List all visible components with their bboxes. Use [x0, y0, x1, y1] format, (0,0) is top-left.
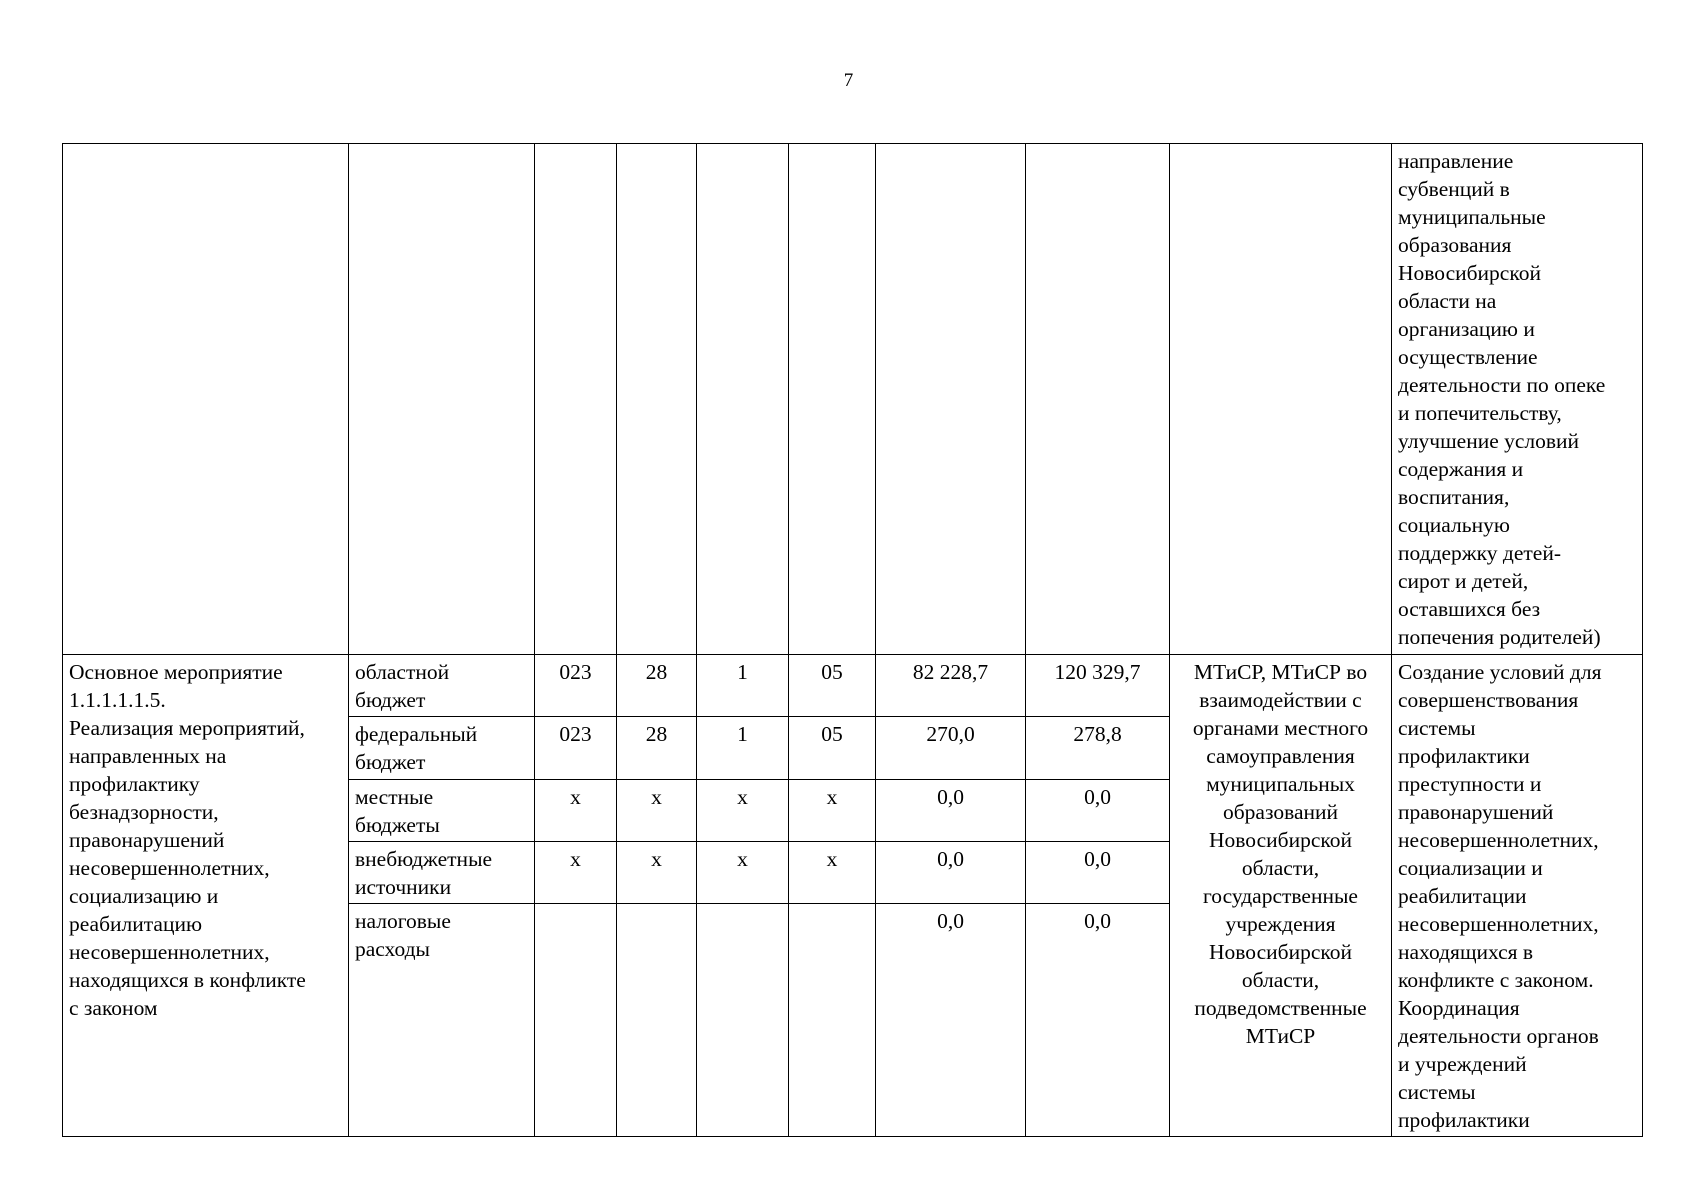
code-om: 05 — [789, 717, 876, 779]
amount-year-2: 0,0 — [1026, 779, 1170, 841]
amount-year-1: 0,0 — [876, 779, 1026, 841]
code-pgp: x — [697, 841, 789, 903]
code-gp: x — [617, 841, 697, 903]
cell-empty — [1026, 144, 1170, 655]
funding-source: местные бюджеты — [349, 779, 535, 841]
code-gp: 28 — [617, 655, 697, 717]
code-pgp: x — [697, 779, 789, 841]
amount-year-1: 0,0 — [876, 904, 1026, 1137]
code-om: x — [789, 779, 876, 841]
code-gp: 28 — [617, 717, 697, 779]
continuation-row — [63, 144, 1643, 655]
funding-row-regional — [63, 655, 1643, 717]
page-number: 7 — [843, 70, 854, 91]
code-om: 05 — [789, 655, 876, 717]
code-pgp: 1 — [697, 717, 789, 779]
funding-source: внебюджетные источники — [349, 841, 535, 903]
cell-empty — [63, 144, 349, 655]
amount-year-1: 0,0 — [876, 841, 1026, 903]
code-gp: x — [617, 779, 697, 841]
activity-result: Создание условий для совершенствования системы профилактики преступности и правонарушений несовершеннолетних, социализации и реабилитации несовершеннолетних, находящихся в конфликте с законом. Координация деятельности органов и учреждений системы профилактики — [1392, 655, 1643, 1137]
amount-year-2: 278,8 — [1026, 717, 1170, 779]
activity-executor: МТиСР, МТиСР во взаимодействии с органами местного самоуправления муниципальных образований Новосибирской области, государственные учреждения Новосибирской области, подведомственные МТиСР — [1170, 655, 1392, 1137]
code-gp — [617, 904, 697, 1137]
code-grbs — [535, 904, 617, 1137]
program-activities-table — [62, 143, 1643, 1137]
activity-title: Основное мероприятие 1.1.1.1.1.5. Реализация мероприятий, направленных на профилактику безнадзорности, правонарушений несовершеннолетних, социализацию и реабилитацию несовершеннолетних, находящихся в конфликте с законом — [63, 655, 349, 1137]
amount-year-1: 82 228,7 — [876, 655, 1026, 717]
cell-empty — [535, 144, 617, 655]
code-grbs: x — [535, 779, 617, 841]
code-pgp: 1 — [697, 655, 789, 717]
cell-empty — [876, 144, 1026, 655]
code-grbs: x — [535, 841, 617, 903]
continuation-goal-text: направление субвенций в муниципальные образования Новосибирской области на организацию и осуществление деятельности по опеке и попечительству, улучшение условий содержания и воспитания, социальную поддержку детей- сирот и детей, оставшихся без попечения родителей) — [1392, 144, 1643, 655]
amount-year-2: 0,0 — [1026, 904, 1170, 1137]
amount-year-2: 0,0 — [1026, 841, 1170, 903]
amount-year-1: 270,0 — [876, 717, 1026, 779]
cell-empty — [697, 144, 789, 655]
code-grbs: 023 — [535, 655, 617, 717]
code-pgp — [697, 904, 789, 1137]
amount-year-2: 120 329,7 — [1026, 655, 1170, 717]
cell-empty — [617, 144, 697, 655]
code-om — [789, 904, 876, 1137]
code-om: x — [789, 841, 876, 903]
code-grbs: 023 — [535, 717, 617, 779]
cell-empty — [1170, 144, 1392, 655]
funding-source: налоговые расходы — [349, 904, 535, 1137]
cell-empty — [789, 144, 876, 655]
funding-source: федеральный бюджет — [349, 717, 535, 779]
cell-empty — [349, 144, 535, 655]
funding-source: областной бюджет — [349, 655, 535, 717]
